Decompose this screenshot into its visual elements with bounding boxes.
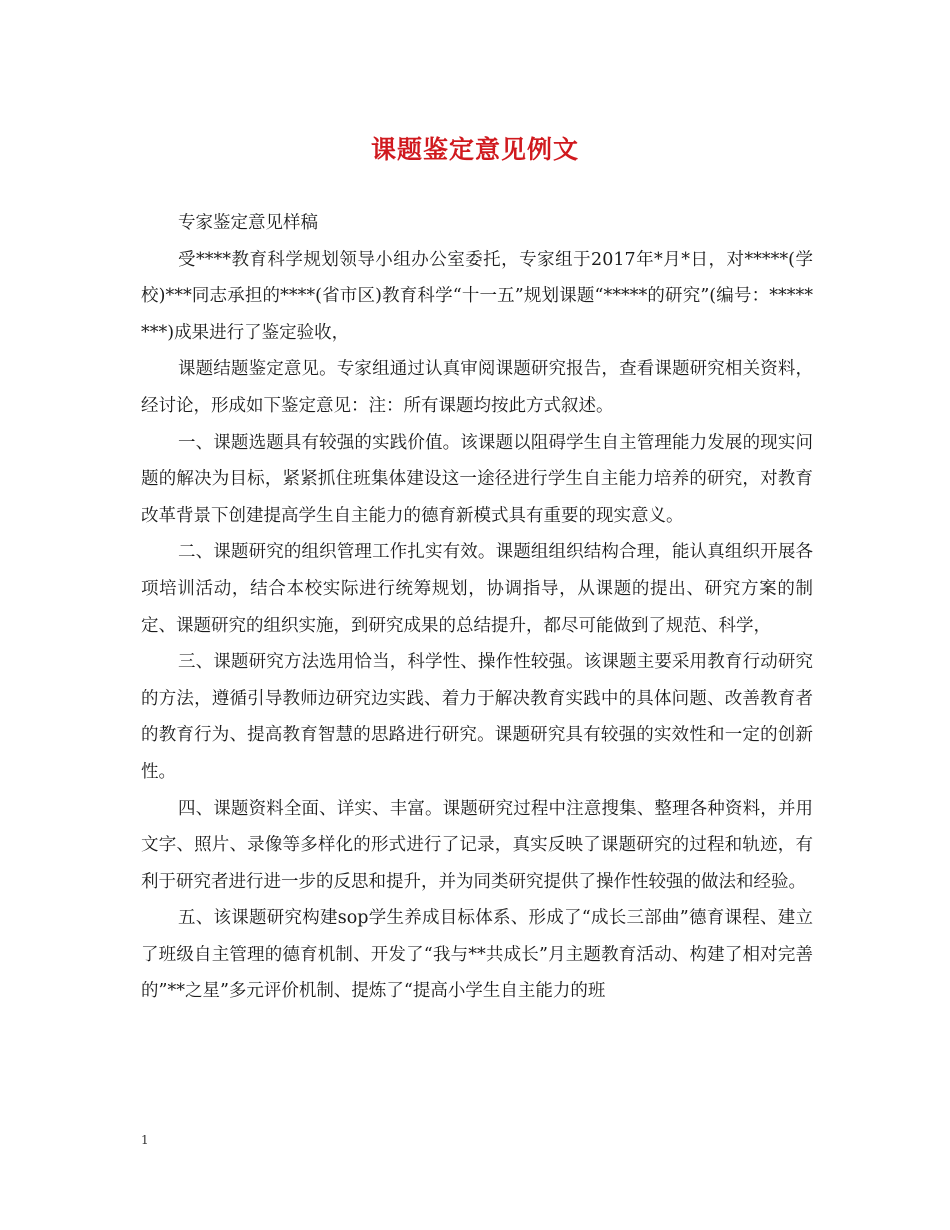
paragraph-point-2: 二、课题研究的组织管理工作扎实有效。课题组组织结构合理，能认真组织开展各项培训活动，结合本校实际进行统筹规划，协调指导，从课题的提出、研究方案的制定、课题研究的组织实施，到研究成果的总结提升，都尽可能做到了规范、科学， (141, 542, 813, 636)
paragraph-intro: 受****教育科学规划领导小组办公室委托，专家组于2017年*月*日，对*****(学校)***同志承担的****(省市区)教育科学“十一五”规划课题“*****的研究”(编号：********)成果进行了鉴定验收， (141, 249, 813, 343)
paragraph-point-4: 四、课题资料全面、详实、丰富。课题研究过程中注意搜集、整理各种资料，并用文字、照片、录像等多样化的形式进行了记录，真实反映了课题研究的过程和轨迹，有利于研究者进行进一步的反思和提升，并为同类研究提供了操作性较强的做法和经验。 (141, 798, 813, 892)
page-number: 1 (141, 1133, 149, 1147)
paragraph-point-5: 五、该课题研究构建sop学生养成目标体系、形成了“成长三部曲”德育课程、建立了班级自主管理的德育机制、开发了“我与**共成长”月主题教育活动、构建了相对完善的”**之星”多元评价机制、提炼了“提高小学生自主能力的班 (141, 908, 813, 1002)
document-title: 课题鉴定意见例文 (370, 135, 579, 164)
document-body (141, 205, 813, 1010)
paragraph-point-3: 三、课题研究方法选用恰当，科学性、操作性较强。该课题主要采用教育行动研究的方法，遵循引导教师边研究边实践、着力于解决教育实践中的具体问题、改善教育者的教育行为、提高教育智慧的思路进行研究。课题研究具有较强的实效性和一定的创新性。 (141, 652, 813, 782)
paragraph-summary: 课题结题鉴定意见。专家组通过认真审阅课题研究报告，查看课题研究相关资料，经讨论，形成如下鉴定意见：注：所有课题均按此方式叙述。 (141, 359, 813, 416)
paragraph-heading: 专家鉴定意见样稿 (178, 213, 318, 233)
paragraph-point-1: 一、课题选题具有较强的实践价值。该课题以阻碍学生自主管理能力发展的现实问题的解决为目标，紧紧抓住班集体建设这一途径进行学生自主能力培养的研究，对教育改革背景下创建提高学生自主能力的德育新模式具有重要的现实意义。 (141, 432, 813, 526)
